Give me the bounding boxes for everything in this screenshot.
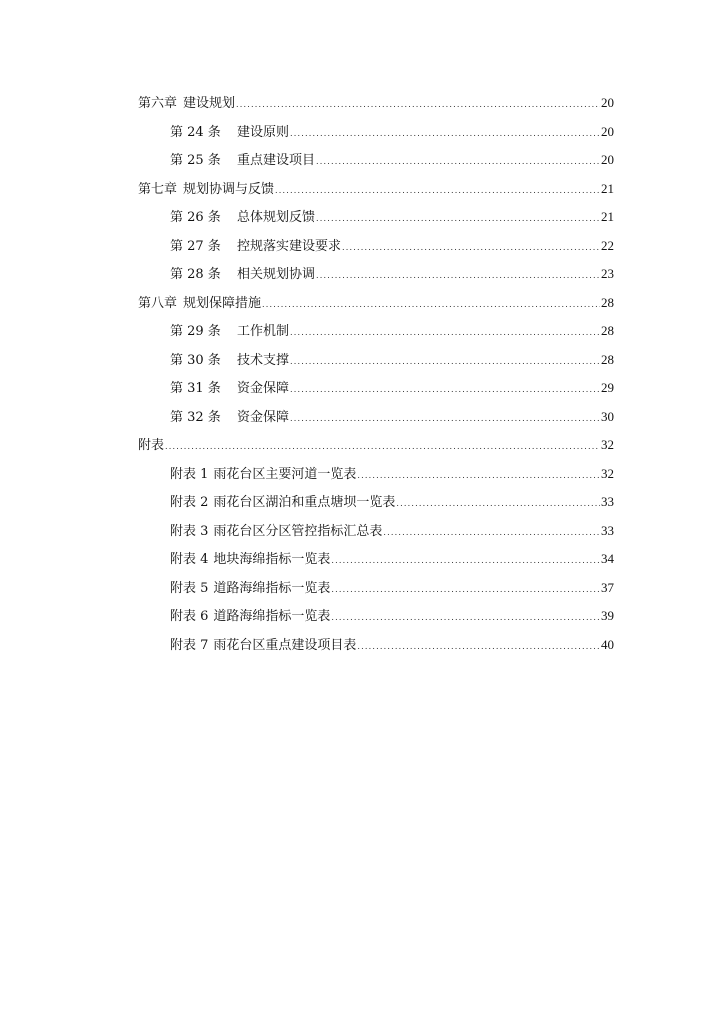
toc-entry-appendix-2[interactable] — [138, 488, 614, 517]
toc-page-number: 33 — [601, 522, 614, 538]
toc-entry-label — [138, 90, 235, 119]
toc-page-number: 28 — [601, 294, 614, 310]
dot-leader — [342, 233, 600, 262]
toc-entry-article-28[interactable] — [138, 260, 614, 289]
toc-page-number: 33 — [601, 494, 614, 509]
toc-entry-number: 附表 4 — [170, 552, 209, 567]
toc-entry-label — [170, 261, 315, 290]
toc-page-number: 21 — [601, 209, 614, 224]
toc-page-number: 21 — [601, 180, 614, 196]
toc-entry-title: 工作机制 — [237, 324, 290, 339]
toc-entry-title: 资金保障 — [237, 381, 290, 396]
toc-entry-label — [170, 546, 330, 575]
toc-entry-number: 第 28 条 — [170, 267, 221, 282]
toc-entry-chapter-7[interactable] — [138, 175, 614, 204]
toc-entry-label — [170, 518, 382, 547]
toc-page-number: 34 — [601, 551, 614, 566]
dot-leader — [396, 489, 600, 518]
dot-leader — [290, 318, 600, 347]
toc-entry-chapter-6[interactable] — [138, 89, 614, 118]
toc-entry-label — [138, 290, 261, 319]
toc-entry-title: 规划协调与反馈 — [183, 181, 275, 197]
dot-leader — [357, 632, 600, 661]
toc-entry-article-31[interactable] — [138, 374, 614, 403]
toc-entry-number: 第 25 条 — [170, 153, 221, 168]
toc-page-number: 22 — [601, 237, 614, 253]
dot-leader — [331, 575, 600, 604]
toc-entry-appendix-7[interactable] — [138, 631, 614, 660]
dot-leader — [290, 404, 600, 433]
toc-entry-number: 第 31 条 — [170, 381, 221, 396]
toc-entry-article-25[interactable] — [138, 146, 614, 175]
toc-page-number: 37 — [601, 579, 614, 595]
toc-entry-title: 建设规划 — [183, 96, 236, 111]
toc-entry-title: 道路海绵指标一览表 — [213, 609, 331, 624]
dot-leader — [275, 176, 600, 205]
toc-entry-label — [170, 233, 341, 262]
toc-entry-number: 第八章 — [138, 295, 178, 311]
dot-leader — [165, 432, 600, 461]
toc-entry-article-29[interactable] — [138, 317, 614, 346]
toc-page-number: 20 — [601, 123, 614, 139]
toc-entry-number: 第 30 条 — [170, 352, 221, 368]
toc-entry-number: 附表 2 — [170, 495, 209, 510]
toc-entry-label — [170, 603, 330, 632]
toc-entry-title: 技术支撑 — [237, 352, 290, 368]
toc-entry-appendix-4[interactable] — [138, 545, 614, 574]
toc-page-number: 39 — [601, 608, 614, 623]
dot-leader — [316, 204, 600, 233]
toc-entry-number: 第 27 条 — [170, 238, 221, 254]
toc-entry-label — [170, 347, 289, 376]
toc-entry-appendix-6[interactable] — [138, 602, 614, 631]
toc-entry-title: 建设原则 — [237, 124, 290, 140]
toc-page-number: 30 — [601, 408, 614, 424]
toc-entry-label — [170, 147, 315, 176]
toc-page-number: 29 — [601, 380, 614, 395]
dot-leader — [383, 518, 600, 547]
dot-leader — [357, 461, 600, 490]
dot-leader — [290, 347, 600, 376]
toc-entry-label — [170, 119, 289, 148]
dot-leader — [290, 119, 600, 148]
toc-entry-chapter-8[interactable] — [138, 289, 614, 318]
dot-leader — [331, 603, 600, 632]
toc-entry-label — [170, 489, 395, 518]
toc-entry-number: 附表 3 — [170, 523, 209, 539]
toc-entry-label — [170, 375, 289, 404]
toc-entry-number: 附表 7 — [170, 637, 209, 653]
toc-entry-title: 雨花台区重点建设项目表 — [213, 637, 357, 653]
toc-entry-article-30[interactable] — [138, 346, 614, 375]
toc-entry-label — [138, 432, 164, 461]
toc-entry-title: 雨花台区主要河道一览表 — [213, 466, 357, 482]
toc-entry-title: 资金保障 — [237, 409, 290, 425]
toc-entry-number: 附表 6 — [170, 609, 209, 624]
toc-entry-title: 雨花台区分区管控指标汇总表 — [213, 523, 383, 539]
toc-entry-number: 附表 5 — [170, 580, 209, 596]
toc-entry-label — [170, 461, 356, 490]
dot-leader — [236, 90, 600, 119]
toc-entry-label — [170, 204, 315, 233]
toc-entry-number: 第 32 条 — [170, 409, 221, 425]
dot-leader — [316, 147, 600, 176]
toc-entry-article-32[interactable] — [138, 403, 614, 432]
toc-entry-appendix-5[interactable] — [138, 574, 614, 603]
toc-entry-article-26[interactable] — [138, 203, 614, 232]
dot-leader — [316, 261, 600, 290]
toc-page-number: 40 — [601, 636, 614, 652]
toc-entry-title: 地块海绵指标一览表 — [213, 552, 331, 567]
toc-entry-title: 雨花台区湖泊和重点塘坝一览表 — [213, 495, 396, 510]
dot-leader — [262, 290, 600, 319]
toc-page-number: 20 — [601, 152, 614, 167]
toc-entry-number: 第 24 条 — [170, 124, 221, 140]
toc-entry-appendix-1[interactable] — [138, 460, 614, 489]
toc-entry-title: 相关规划协调 — [237, 267, 316, 282]
toc-entry-number: 第 26 条 — [170, 210, 221, 225]
dot-leader — [290, 375, 600, 404]
toc-page-number: 20 — [601, 95, 614, 110]
toc-page-number: 28 — [601, 351, 614, 367]
toc-entry-title: 控规落实建设要求 — [237, 238, 342, 254]
toc-entry-article-27[interactable] — [138, 232, 614, 261]
toc-entry-number: 附表 1 — [170, 466, 209, 482]
table-of-contents — [138, 89, 614, 659]
toc-page-number: 28 — [601, 323, 614, 338]
toc-entry-label — [170, 404, 289, 433]
dot-leader — [331, 546, 600, 575]
toc-page-number: 32 — [601, 437, 614, 452]
toc-page-number: 32 — [601, 465, 614, 481]
toc-entry-label — [170, 318, 289, 347]
toc-entry-label — [170, 632, 356, 661]
toc-entry-title: 道路海绵指标一览表 — [213, 580, 331, 596]
toc-entry-article-24[interactable] — [138, 118, 614, 147]
toc-entry-label — [138, 176, 274, 205]
toc-entry-appendix-3[interactable] — [138, 517, 614, 546]
toc-entry-title: 总体规划反馈 — [237, 210, 316, 225]
toc-entry-label — [170, 575, 330, 604]
toc-entry-title: 规划保障措施 — [183, 295, 262, 311]
toc-entry-number: 第六章 — [138, 96, 178, 111]
toc-page-number: 23 — [601, 266, 614, 281]
toc-entry-title: 附表 — [138, 438, 165, 453]
toc-entry-number: 第 29 条 — [170, 324, 221, 339]
toc-entry-appendix-tables[interactable] — [138, 431, 614, 460]
toc-entry-number: 第七章 — [138, 181, 178, 197]
toc-entry-title: 重点建设项目 — [237, 153, 316, 168]
